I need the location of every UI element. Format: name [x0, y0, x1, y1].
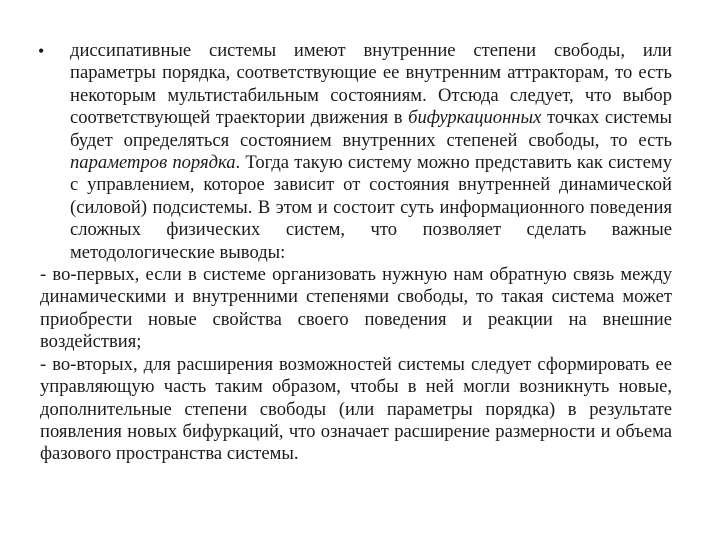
bullet-paragraph [40, 40, 672, 264]
emphasis-term: параметров порядка [70, 152, 236, 174]
text-run: диссипативные системы имеют внутренние степени свободы, или параметры порядка, соответствующие ее внутренним аттракторам, то есть некоторым мультистабильным состояниям. Отсюда следует, что выбор соответствующей траектории движения в [70, 40, 672, 129]
conclusion-first: - во-первых, если в системе организовать нужную нам обратную связь между динамическими и внутренними степенями свободы, то такая система может приобрести новые свойства своего поведения и реакции на внешние воздействия; [40, 264, 672, 353]
bullet-icon: • [38, 41, 45, 61]
conclusion-second: - во-вторых, для расширения возможностей системы следует сформировать ее управляющую часть таким образом, чтобы в ней могли возникнуть новые, дополнительные степени свободы (или параметры порядка) в результате появления новых бифуркаций, что означает расширение размерности и объема фазового пространства системы. [40, 353, 672, 465]
slide-text [40, 40, 672, 466]
text-run: . Тогда такую систему можно представить как систему с управлением, которое зависит от состояния внутренней динамической (силовой) подсистемы. В этом и состоит суть информационного поведения сложных физических систем, что позволяет сделать важные методологические выводы: [70, 152, 673, 263]
text-run: точках системы будет определяться состоянием внутренних степеней свободы, то есть [70, 107, 672, 151]
emphasis-term: бифуркационных [408, 107, 542, 129]
